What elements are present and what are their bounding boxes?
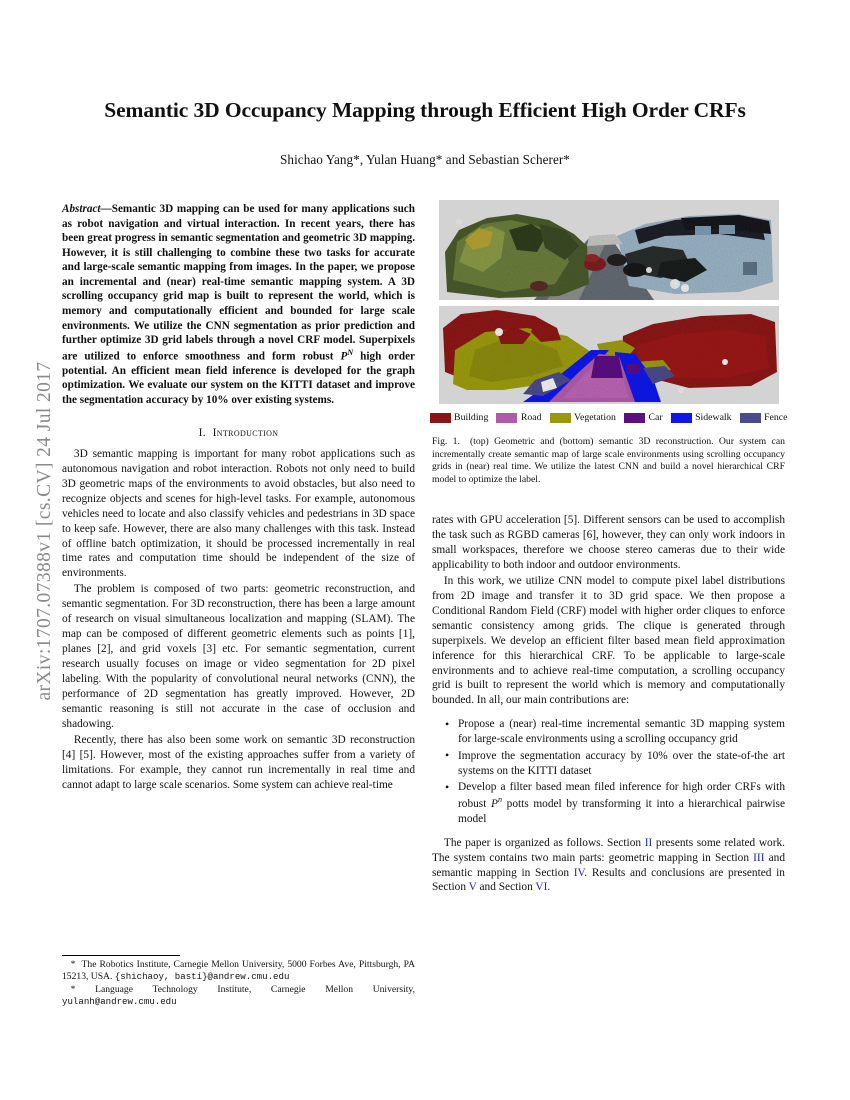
footnote-affiliation: Language Technology Institute, Carnegie Mellon University, xyxy=(95,983,415,995)
footnote-affiliation: The Robotics Institute, Carnegie Mellon University, 5000 Forbes Ave, Pittsburgh, PA 15213, USA. xyxy=(62,959,416,983)
footnote-marker: * xyxy=(70,959,76,970)
legend-label-building: Building xyxy=(454,412,489,423)
bullet-math-superscript: n xyxy=(497,795,503,804)
abstract xyxy=(62,202,415,408)
section-ref-v[interactable]: V xyxy=(468,881,477,894)
bullet-text: Develop a filter based mean filed inference for high order CRFs with robust xyxy=(458,781,785,810)
abstract-text-part1: Semantic 3D mapping can be used for many applications such as robot navigation and virtual interaction. In recent years, there has been great progress in semantic segmentation and geometric 3D mapping. However, it is still challenging to combine these two tasks for accurate and large-scale semantic mapping from images. In the paper, we propose an incremental and (near) real-time semantic mapping system. A 3D scrolling occupancy grid map is built to represent the world, which is memory and computationally efficient and bounded for large scale environments. We utilize the CNN segmentation as prior prediction and further optimize 3D grid labels through a novel CRF model. Superpixels are utilized to enforce smoothness and form robust xyxy=(62,203,415,363)
author-footnote xyxy=(62,955,415,1009)
author-list: Shichao Yang*, Yulan Huang* and Sebastian Scherer* xyxy=(280,152,570,167)
paragraph: In this work, we utilize CNN model to compute pixel label distributions from 2D image and transfer it to 3D grid space. We then propose a Conditional Random Field (CRF) model with higher order cliques to enforce semantic consistency among grids. The clique is generated through superpixels. We develop an efficient filter based mean field approximation inference for this hierarchical CRF. To be applicable to large-scale environments and to achieve real-time computation, a scrolling occupancy grid is built to represent the world which is memory and computationally bounded. In all, our main contributions are: xyxy=(432,574,785,707)
bullet-text: Improve the segmentation accuracy by 10% over the state-of-the art systems on the KITTI dataset xyxy=(458,749,785,777)
org-text: The paper is organized as follows. Section xyxy=(443,836,645,849)
legend-swatch-road xyxy=(496,413,517,423)
list-item xyxy=(458,749,785,779)
figure-caption-text: (top) Geometric and (bottom) semantic 3D reconstruction. Our system can incrementally create semantic map of large scale environments using scrolling occupancy grids in (near) real time. We utilize the latest CNN and build a novel hierarchical CRF model to optimize the label. xyxy=(432,436,785,485)
footnote-rule xyxy=(62,955,180,956)
abstract-math-symbol: P xyxy=(340,350,348,363)
legend-label-road: Road xyxy=(520,412,542,423)
figure-1 xyxy=(432,200,788,486)
bullet-text: Propose a (near) real-time incremental semantic 3D mapping system for large-scale environments using a scrolling occupancy grid xyxy=(458,718,785,746)
legend-swatch-car xyxy=(624,413,645,423)
org-text: . xyxy=(547,881,551,894)
org-text: presents some related work. The system contains two main parts: geometric mapping in Section xyxy=(432,836,786,864)
abstract-text-part2: high order potential. An efficient mean field inference is developed for the graph optimization. We evaluate our system on the KITTI dataset and improve the segmentation accuracy by 10% over existing systems. xyxy=(62,350,415,407)
geometric-reconstruction-render xyxy=(439,200,779,300)
figure-caption xyxy=(432,436,785,486)
bullet-text: potts model by transforming it into a hierarchical pairwise model xyxy=(458,797,785,825)
legend-label-sidewalk: Sidewalk xyxy=(695,412,732,423)
geometric-reconstruction-image xyxy=(439,200,779,300)
legend-label-fence: Fence xyxy=(764,412,788,423)
right-column xyxy=(432,513,785,897)
contributions-list xyxy=(432,717,785,826)
legend-item-building xyxy=(430,412,489,423)
legend-swatch-building xyxy=(430,413,451,423)
figure-legend xyxy=(432,412,788,423)
legend-swatch-sidewalk xyxy=(671,413,692,423)
section-ref-ii[interactable]: II xyxy=(644,836,653,849)
page-title: Semantic 3D Occupancy Mapping through Efficient High Order CRFs xyxy=(104,98,746,122)
abstract-lead-label: Abstract— xyxy=(62,203,112,215)
arxiv-identifier-stamp: arXiv:1707.07388v1 [cs.CV] 24 Jul 2017 xyxy=(34,361,55,701)
legend-item-fence xyxy=(740,412,788,423)
legend-swatch-fence xyxy=(740,413,761,423)
legend-label-car: Car xyxy=(648,412,663,423)
section-ref-iv[interactable]: IV xyxy=(573,866,585,879)
legend-item-sidewalk xyxy=(671,412,732,423)
footnote-email: {shichaoy, basti}@andrew.cmu.edu xyxy=(114,971,290,983)
figure-number: Fig. 1. xyxy=(432,436,460,447)
legend-item-car xyxy=(624,412,663,423)
legend-item-road xyxy=(496,412,541,423)
section-heading-introduction xyxy=(62,425,415,440)
left-column xyxy=(62,202,415,794)
footnote-marker: * xyxy=(70,983,76,995)
semantic-reconstruction-render xyxy=(439,306,779,404)
footnote-email: yulanh@andrew.cmu.edu xyxy=(62,996,177,1008)
legend-label-vegetation: Vegetation xyxy=(574,412,616,423)
section-ref-iii[interactable]: III xyxy=(753,851,765,864)
paragraph: 3D semantic mapping is important for many robot applications such as autonomous navigation and robot interaction. Robots not only need to build 3D geometric maps of the environments to avoid obstacles, but also need to recognize objects and scenes for high-level tasks. For example, autonomous vehicles need to locate and also classify vehicles and pedestrians in 3D space to keep safe. However, there are also many challenges with this task. Instead of offline batch optimization, it should be processed incrementally in real time rates and computation time should be independent of the size of environments. xyxy=(62,447,415,580)
org-text: and semantic mapping in Section xyxy=(432,851,786,879)
paragraph: rates with GPU acceleration [5]. Different sensors can be used to accomplish the task such as RGBD cameras [6], however, they can only work indoors in small workspaces, therefore we choose stereo cameras due to their wide applicability to both indoor and outdoor environments. xyxy=(432,514,785,571)
org-text: and Section xyxy=(476,881,536,894)
paragraph: The problem is composed of two parts: geometric reconstruction, and semantic segmentation. For 3D reconstruction, there has been a large amount of research on visual simultaneous localization and mapping (SLAM). The map can be composed of different geometric elements such as points [1], planes [2], and grid voxels [3] etc. For semantic segmentation, current research usually focuses on image or video segmentation for 2D pixel labeling. With the popularity of convolutional neural networks (CNN), the performance of 2D segmentation has greatly improved. However, 2D semantic reasoning is still not accurate in the case of occlusion and shadowing. xyxy=(62,583,415,730)
section-ref-vi[interactable]: VI xyxy=(535,881,548,894)
section-numeral: I. xyxy=(198,425,207,439)
paper-organization-paragraph xyxy=(432,836,785,896)
legend-swatch-vegetation xyxy=(550,413,571,423)
section-title: Introduction xyxy=(212,425,279,439)
paragraph: Recently, there has also been some work on semantic 3D reconstruction [4] [5]. However, most of the existing approaches suffer from a variety of limitations. For example, they cannot run incrementally in real time and cannot adapt to large scale scenarios. Some system can achieve real-time xyxy=(62,733,415,791)
legend-item-vegetation xyxy=(550,412,616,423)
bullet-math-symbol: P xyxy=(491,797,498,810)
abstract-math-superscript: N xyxy=(347,347,354,357)
list-item xyxy=(458,780,785,827)
list-item xyxy=(458,717,785,747)
semantic-reconstruction-image xyxy=(439,306,779,404)
footnote-line-1 xyxy=(62,959,415,984)
org-text: . Results and conclusions are presented in Section xyxy=(432,866,785,894)
footnote-line-2 xyxy=(62,984,415,1009)
